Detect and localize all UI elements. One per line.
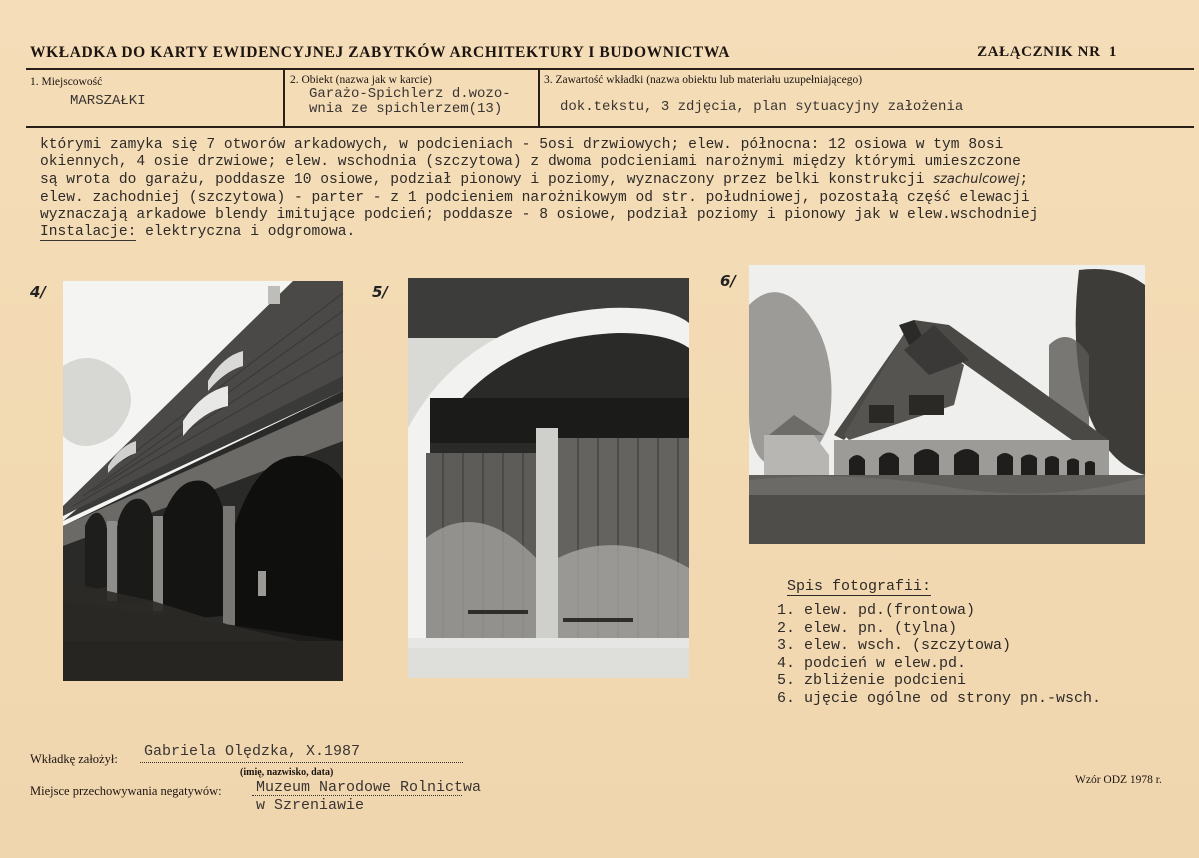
installations-heading: Instalacje: — [40, 224, 137, 241]
founder-label: Wkładkę założył: — [30, 752, 118, 766]
photo-list-item: 4. podcień w elew.pd. — [777, 654, 967, 672]
fields-rule — [26, 126, 1194, 128]
contents-value: dok.tekstu, 3 zdjęcia, plan sytuacyjny założenia — [560, 99, 964, 115]
storage-value-line2: w Szreniawie — [256, 797, 365, 814]
card-title: WKŁADKA DO KARTY EWIDENCYJNEJ ZABYTKÓW ARCHITEKTURY I BUDOWNICTWA — [30, 44, 731, 61]
photo-list-item: 3. elew. wsch. (szczytowa) — [777, 637, 1012, 654]
header-rule — [26, 68, 1194, 70]
installations-text: elektryczna i odgromowa. — [136, 224, 356, 241]
photo-general-view — [749, 265, 1145, 544]
photo-list-title: Spis fotografii: — [787, 578, 932, 595]
annex-number: 1 — [1108, 44, 1117, 60]
description-line3-end: ; — [1019, 172, 1029, 189]
locality-value: MARSZAŁKI — [70, 93, 146, 109]
description-line: elew. zachodniej (szczytowa) - parter - z 1 podcieniem narożnikowym od str. południowej, pozostałą część elewacji — [40, 189, 1030, 206]
description-line: okiennych, 4 osie drzwiowe; elew. wschodnia (szczytowa) z dwoma podcieniami narożnymi między którymi umieszczone — [40, 154, 1021, 171]
photo-list — [777, 602, 1101, 707]
field-divider-1 — [283, 70, 285, 126]
form-version: Wzór ODZ 1978 r. — [1075, 774, 1162, 786]
description-line: którymi zamyka się 7 otworów arkadowych, w podcieniach - 5osi drzwiowych; elew. północna: 12 osiowa w tym 8osi — [40, 137, 1004, 153]
description-line — [40, 171, 1198, 189]
photo-arch-closeup — [408, 278, 689, 678]
photo-number-4: 4/ — [30, 283, 46, 301]
founder-dotted-line — [140, 762, 463, 763]
object-value-line2: wnia ze spichlerzem(13) — [309, 101, 503, 117]
storage-label: Miejsce przechowywania negatywów: — [30, 784, 222, 798]
photo-arcade-perspective — [63, 281, 343, 681]
annex-label — [977, 44, 1117, 61]
photo-number-5: 5/ — [372, 283, 388, 301]
object-value-line1: Garażo-Spichlerz d.wozo- — [309, 86, 511, 102]
object-label: 2. Obiekt (nazwa jak w karcie) — [290, 74, 432, 86]
storage-dotted-line — [252, 795, 462, 796]
storage-value-line1: Muzeum Narodowe Rolnictwa — [256, 779, 482, 796]
founder-hint: (imię, nazwisko, data) — [240, 767, 334, 778]
contents-label: 3. Zawartość wkładki (nazwa obiektu lub materiału uzupełniającego) — [544, 74, 863, 86]
description-text — [40, 137, 1198, 241]
description-line3-text: są wrota do garażu, poddasze 10 osiowe, podział pionowy i poziomy, wyznaczony przez belki konstrukcji — [40, 172, 925, 189]
handwritten-word: szachulcowej — [933, 172, 1020, 188]
photo-number-6: 6/ — [720, 272, 736, 290]
photo-list-item: 2. elew. pn. (tylna) — [777, 619, 958, 637]
founder-value: Gabriela Olędzka, X.1987 — [144, 743, 361, 760]
photo-list-item: 5. zbliżenie podcieni — [777, 672, 967, 689]
annex-label-text: ZAŁĄCZNIK NR — [977, 44, 1101, 60]
photo-list-item: 6. ujęcie ogólne od strony pn.-wsch. — [777, 689, 1102, 707]
locality-label: 1. Miejscowość — [30, 76, 103, 88]
description-line — [40, 224, 1198, 241]
field-divider-2 — [538, 70, 540, 126]
description-line: wyznaczają arkadowe blendy imitujące podcień; poddasze - 8 osiowe, podział poziomy i pionowy jak w elew.wschodniej — [40, 206, 1039, 223]
photo-list-item: 1. elew. pd.(frontowa) — [777, 602, 976, 619]
